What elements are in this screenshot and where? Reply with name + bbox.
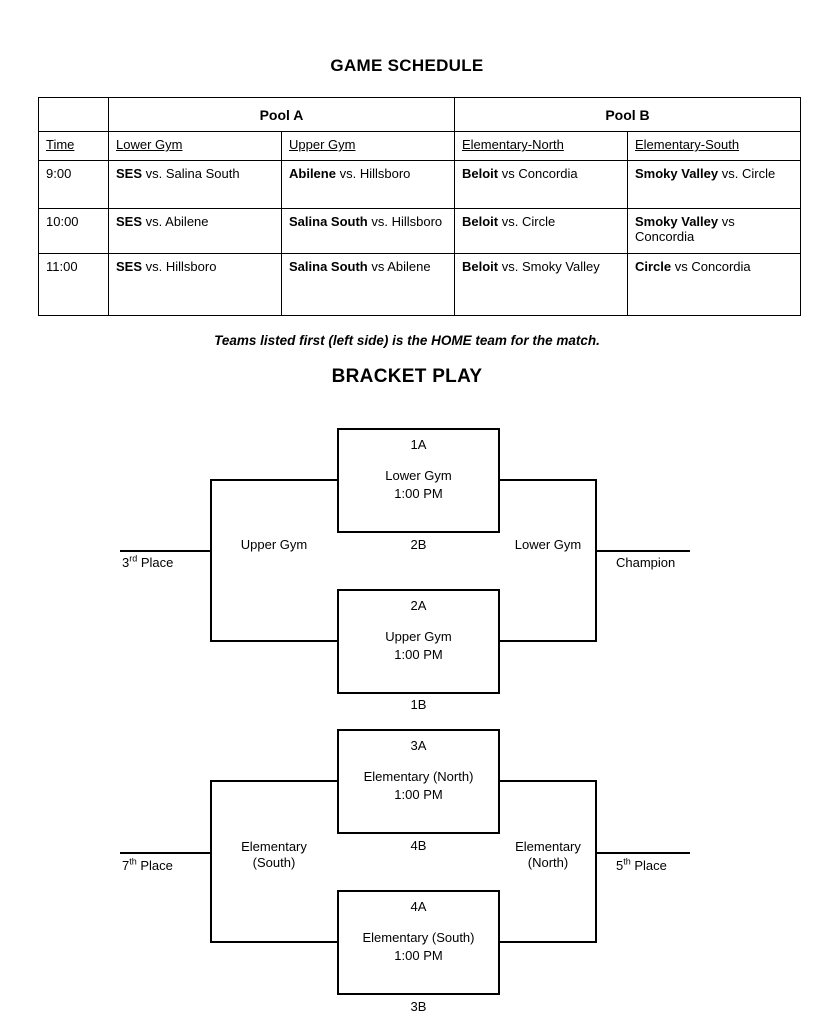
fifth-place-venue-line2: (North) <box>527 855 569 870</box>
seventh-place-sup: th <box>129 856 137 867</box>
fifth-place-rest: Place <box>630 858 667 873</box>
table-row <box>39 161 801 209</box>
bracket-connector-line <box>210 941 339 943</box>
bracket-connector-line <box>210 479 212 642</box>
table-row <box>39 254 801 316</box>
col-header-lower-gym <box>109 132 282 161</box>
third-place-venue-label: Upper Gym <box>240 537 308 552</box>
matchup-rest: vs. Hillsboro <box>339 166 411 181</box>
game-schedule-table <box>38 97 801 316</box>
game-cell <box>455 161 628 209</box>
pool-b-header: Pool B <box>455 98 801 132</box>
matchup-rest: vs. Hillsboro <box>371 214 443 229</box>
col-header-elementary-south <box>628 132 801 161</box>
game-2-seed-bottom: 1B <box>410 697 427 712</box>
game-1-time: 1:00 PM <box>394 486 443 501</box>
col-header-elementary-north-label: Elementary-North <box>462 137 564 152</box>
bracket-game-1-box <box>337 428 500 533</box>
third-place-line <box>120 550 212 552</box>
game-3-seed-bottom: 4B <box>410 838 427 853</box>
game-cell <box>628 161 801 209</box>
home-team: Salina South <box>289 214 368 229</box>
matchup-rest: vs Concordia <box>501 166 578 181</box>
game-cell <box>455 254 628 316</box>
seventh-place-num: 7 <box>122 858 130 873</box>
home-team: Beloit <box>462 259 499 274</box>
fifth-place-label <box>616 858 667 873</box>
bracket-game-4-box <box>337 890 500 995</box>
game-2-time: 1:00 PM <box>394 647 443 662</box>
bracket-connector-line <box>210 780 339 782</box>
matchup-rest: vs. Salina South <box>145 166 240 181</box>
col-header-time <box>39 132 109 161</box>
col-header-upper-gym-label: Upper Gym <box>289 137 356 152</box>
home-team: Salina South <box>289 259 368 274</box>
championship-venue-label: Lower Gym <box>514 537 582 552</box>
game-2-seed-top: 2A <box>410 598 427 613</box>
home-team: SES <box>116 166 143 181</box>
fifth-place-venue-line1: Elementary <box>515 839 581 854</box>
game-2-location: Upper Gym <box>385 629 452 644</box>
seventh-place-line <box>120 852 212 854</box>
game-1-seed-bottom: 2B <box>410 537 427 552</box>
game-cell <box>109 161 282 209</box>
pool-a-header: Pool A <box>109 98 455 132</box>
pool-header-row <box>39 98 801 132</box>
corner-cell <box>39 98 109 132</box>
seventh-place-venue-label <box>214 839 334 871</box>
bracket-connector-line <box>498 479 597 481</box>
bracket-connector-line <box>595 479 597 642</box>
bracket-connector-line <box>210 640 339 642</box>
game-cell <box>109 254 282 316</box>
home-team: Smoky Valley <box>635 166 719 181</box>
time-cell: 10:00 <box>39 209 109 254</box>
time-cell: 11:00 <box>39 254 109 316</box>
third-place-label <box>122 555 173 570</box>
game-cell <box>109 209 282 254</box>
matchup-rest: vs Concordia <box>635 214 735 244</box>
game-3-seed-top: 3A <box>410 738 427 753</box>
game-cell <box>628 209 801 254</box>
bracket-game-3-box <box>337 729 500 834</box>
seventh-place-rest: Place <box>136 858 173 873</box>
champion-label: Champion <box>616 555 676 570</box>
game-cell <box>282 161 455 209</box>
game-cell <box>282 254 455 316</box>
bracket-game-2-box <box>337 589 500 694</box>
home-team: Beloit <box>462 166 499 181</box>
third-place-sup: rd <box>129 553 138 564</box>
game-3-time: 1:00 PM <box>394 787 443 802</box>
bracket-connector-line <box>498 640 597 642</box>
fifth-place-venue-label <box>488 839 608 871</box>
bracket-connector-line <box>498 780 597 782</box>
game-3-location: Elementary (North) <box>363 769 474 784</box>
home-team-note: Teams listed first (left side) is the HOME team for the match. <box>214 333 600 348</box>
fifth-place-line <box>595 852 690 854</box>
game-1-seed-top: 1A <box>410 437 427 452</box>
matchup-rest: vs. Hillsboro <box>145 259 217 274</box>
col-header-lower-gym-label: Lower Gym <box>116 137 183 152</box>
game-cell <box>628 254 801 316</box>
bracket-play-title: BRACKET PLAY <box>331 366 483 387</box>
col-header-time-label: Time <box>46 137 75 152</box>
col-header-elementary-north <box>455 132 628 161</box>
game-cell <box>282 209 455 254</box>
col-header-upper-gym <box>282 132 455 161</box>
time-cell: 9:00 <box>39 161 109 209</box>
game-4-location: Elementary (South) <box>362 930 475 945</box>
home-team: Smoky Valley <box>635 214 719 229</box>
seventh-place-venue-line1: Elementary <box>241 839 307 854</box>
bracket-connector-line <box>210 780 212 943</box>
home-team: SES <box>116 214 143 229</box>
bracket-connector-line <box>210 479 339 481</box>
game-cell <box>455 209 628 254</box>
game-4-seed-top: 4A <box>410 899 427 914</box>
third-place-rest: Place <box>137 555 174 570</box>
column-header-row <box>39 132 801 161</box>
game-1-location: Lower Gym <box>385 468 452 483</box>
fifth-place-sup: th <box>623 856 631 867</box>
game-4-seed-bottom: 3B <box>410 999 427 1014</box>
matchup-rest: vs. Circle <box>721 166 776 181</box>
home-team: SES <box>116 259 143 274</box>
matchup-rest: vs Abilene <box>371 259 431 274</box>
matchup-rest: vs Concordia <box>674 259 751 274</box>
seventh-place-venue-line2: (South) <box>252 855 296 870</box>
champion-line <box>595 550 690 552</box>
fifth-place-num: 5 <box>616 858 624 873</box>
home-team: Circle <box>635 259 672 274</box>
home-team: Abilene <box>289 166 336 181</box>
third-place-num: 3 <box>122 555 130 570</box>
matchup-rest: vs. Smoky Valley <box>501 259 600 274</box>
seventh-place-label <box>122 858 173 873</box>
col-header-elementary-south-label: Elementary-South <box>635 137 740 152</box>
home-team: Beloit <box>462 214 499 229</box>
table-row <box>39 209 801 254</box>
matchup-rest: vs. Circle <box>501 214 556 229</box>
game-4-time: 1:00 PM <box>394 948 443 963</box>
bracket-connector-line <box>498 941 597 943</box>
matchup-rest: vs. Abilene <box>145 214 209 229</box>
game-schedule-title: GAME SCHEDULE <box>330 56 484 75</box>
